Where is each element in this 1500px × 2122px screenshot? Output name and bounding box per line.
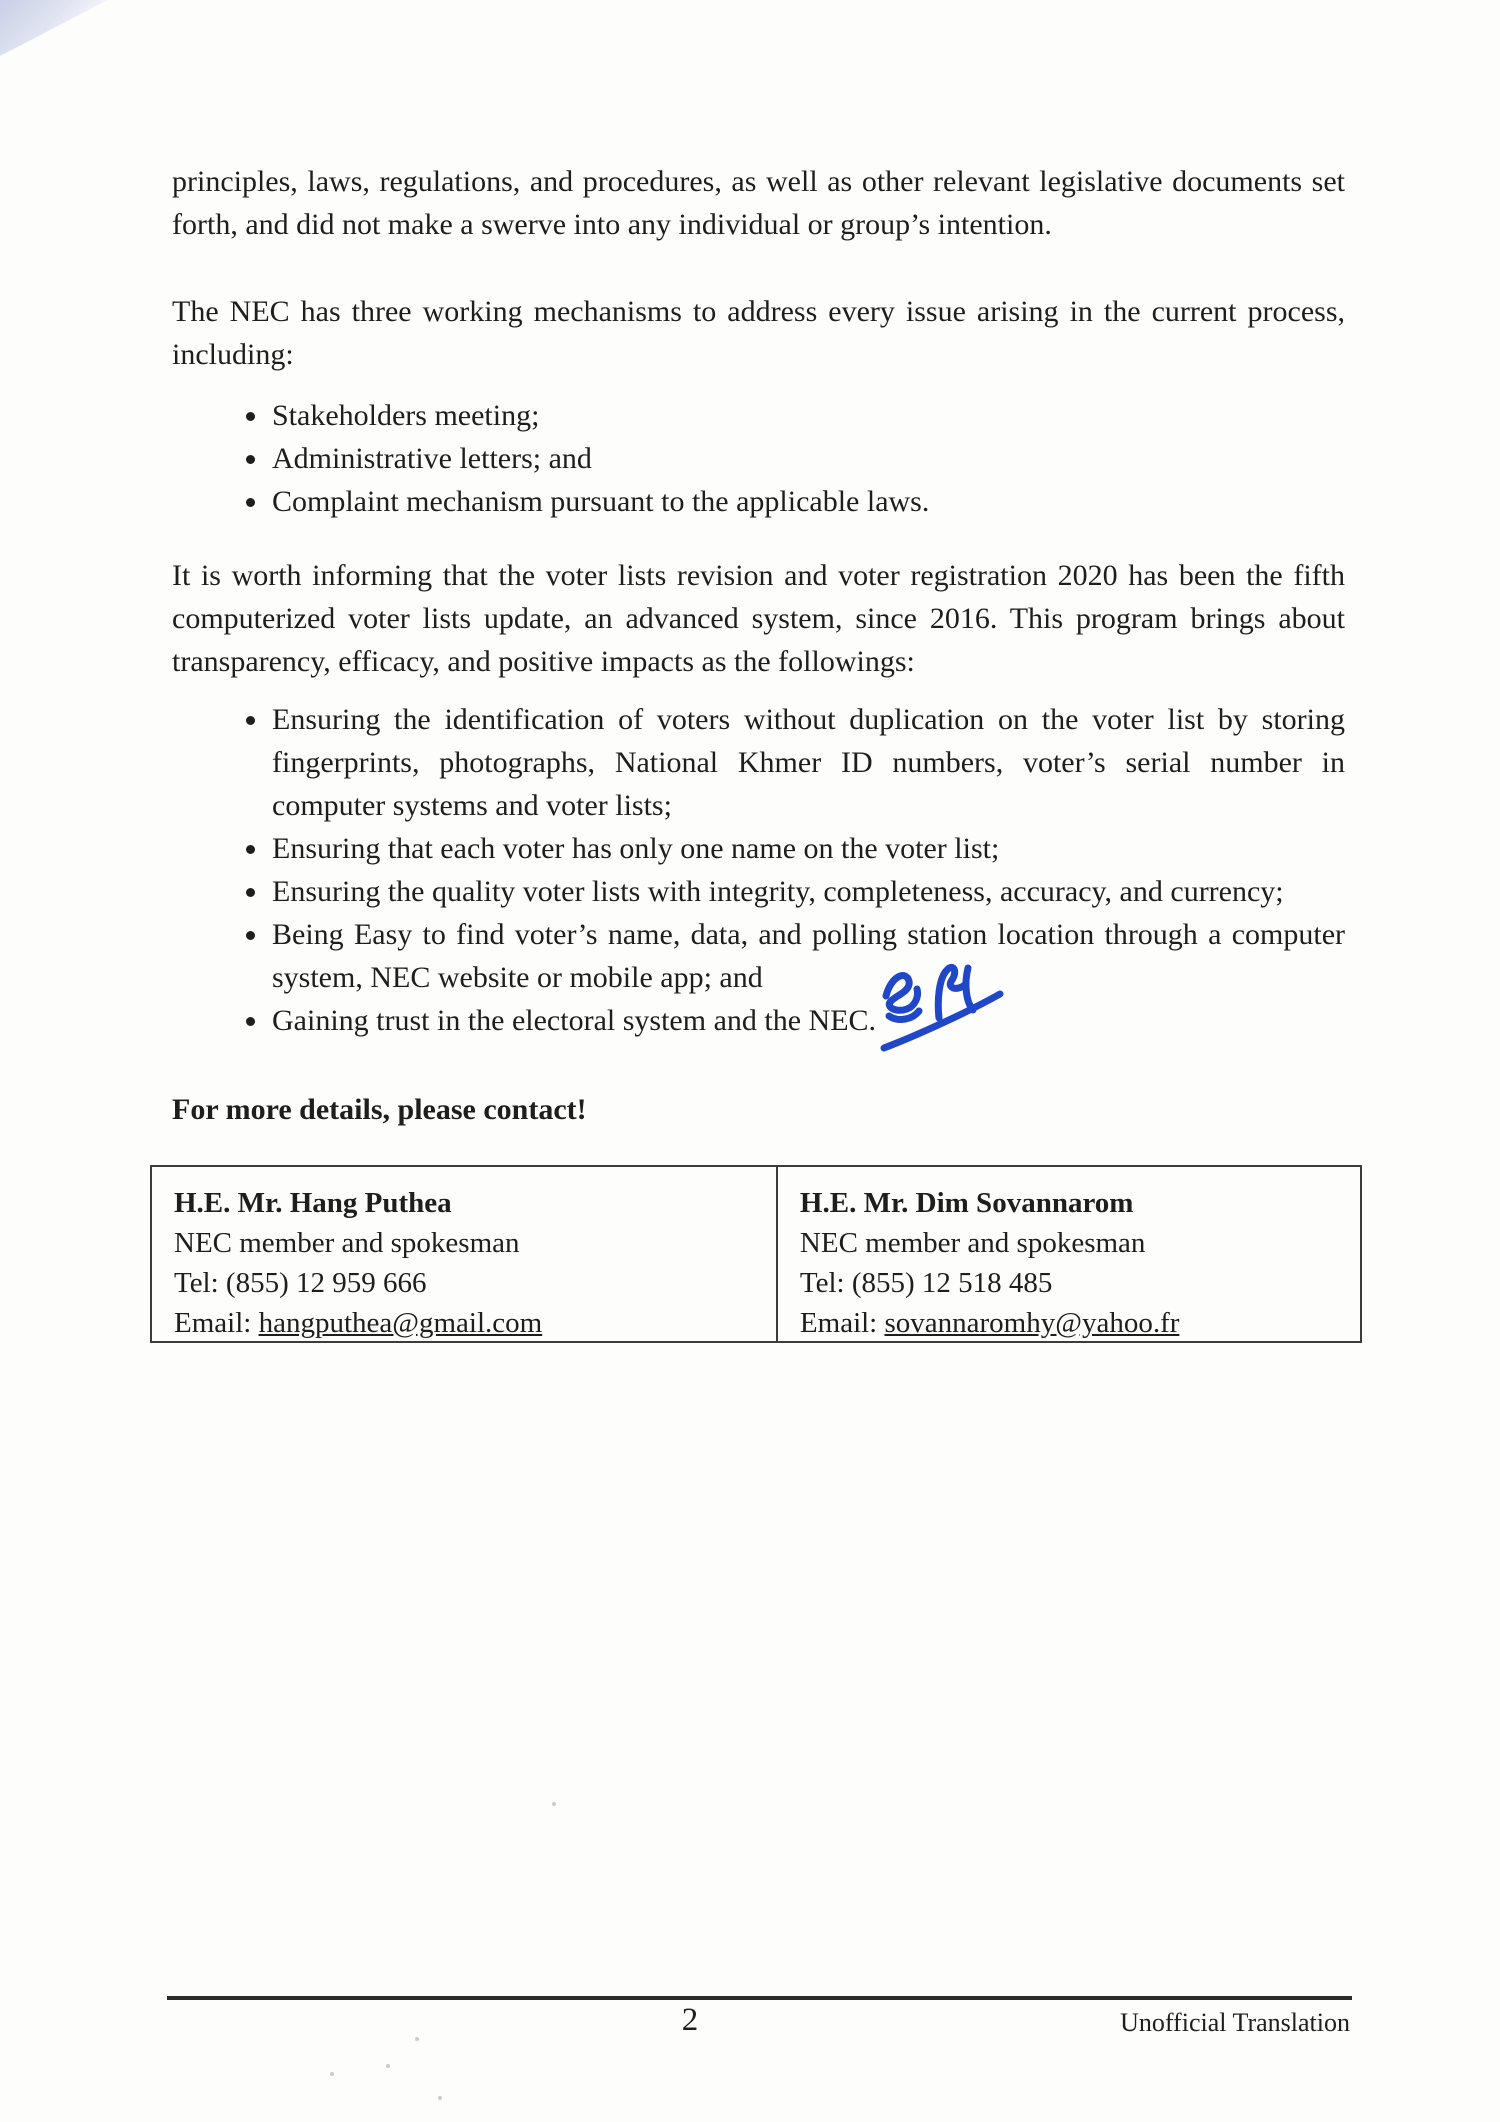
list-item: • Ensuring the identification of voters without duplication on the voter list by storing fingerprints, photographs, National Khmer ID numbers, voter’s serial number in computer systems and voter lists; — [270, 698, 1345, 827]
footer-note: Unofficial Translation — [1120, 2008, 1350, 2037]
scan-speck — [415, 2037, 419, 2041]
paragraph-voter-lists: It is worth informing that the voter lists revision and voter registration 2020 has been the fifth computerized voter lists update, an advanced system, since 2016. This program brings about transparency, efficacy, and positive impacts as the followings: — [172, 559, 1345, 678]
document-body — [172, 160, 1345, 1131]
email-address: sovannaromhy@yahoo.fr — [884, 1307, 1180, 1339]
page-number: 2 — [681, 2002, 699, 2038]
scan-speck — [438, 2096, 442, 2100]
email-address: hangputhea@gmail.com — [258, 1307, 543, 1339]
handwritten-initials-icon — [876, 1002, 1008, 1030]
scan-speck — [386, 2064, 390, 2068]
contact-card — [152, 1167, 778, 1341]
scan-speck — [330, 2072, 334, 2076]
list-item-text: Gaining trust in the electoral system and the NEC. — [272, 1004, 877, 1037]
contact-tel: Tel: (855) 12 518 485 — [799, 1267, 1053, 1299]
contact-table — [150, 1165, 1362, 1343]
list-item: • Stakeholders meeting; — [270, 394, 1345, 437]
contact-title: NEC member and spokesman — [799, 1227, 1146, 1259]
contact-name: H.E. Mr. Dim Sovannarom — [799, 1187, 1134, 1219]
program-impacts-list — [242, 698, 1345, 1042]
contact-email-row — [800, 1303, 1350, 1343]
contact-heading: For more details, please contact! — [172, 1093, 587, 1126]
list-item: • Administrative letters; and — [270, 437, 1345, 480]
list-item — [270, 999, 1345, 1042]
contact-tel: Tel: (855) 12 959 666 — [174, 1267, 427, 1299]
contact-name: H.E. Mr. Hang Puthea — [174, 1187, 452, 1219]
scan-speck — [552, 1802, 556, 1806]
list-item: • Ensuring that each voter has only one name on the voter list; — [270, 827, 1345, 870]
email-label: Email: — [799, 1307, 885, 1339]
scan-smudge-artifact — [0, 0, 108, 56]
contact-email-row — [174, 1303, 766, 1343]
contact-card — [778, 1167, 1360, 1341]
list-item: • Complaint mechanism pursuant to the applicable laws. — [270, 480, 1345, 523]
working-mechanisms-list — [242, 394, 1345, 523]
paragraph-principles: principles, laws, regulations, and procedures, as well as other relevant legislative documents set forth, and did not make a swerve into any individual or group’s intention. — [172, 165, 1345, 241]
contact-title: NEC member and spokesman — [174, 1227, 520, 1259]
list-item: • Being Easy to find voter’s name, data, and polling station location through a computer system, NEC website or mobile app; and — [270, 913, 1345, 999]
paragraph-mechanisms-intro: The NEC has three working mechanisms to address every issue arising in the current process, including: — [172, 295, 1345, 371]
email-label: Email: — [174, 1307, 259, 1339]
list-item: • Ensuring the quality voter lists with integrity, completeness, accuracy, and currency; — [270, 870, 1345, 913]
footer-rule — [167, 1996, 1352, 2000]
